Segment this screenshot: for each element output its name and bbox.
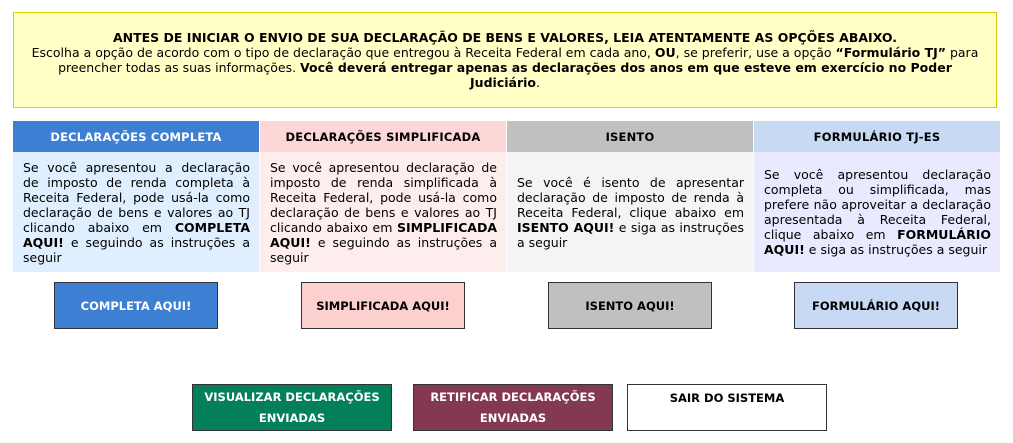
notice-warning: Você deverá entregar apenas as declarações dos anos em que esteve em exercício no Poder Judiciário bbox=[300, 60, 952, 90]
notice-text-2: , se preferir, use a opção bbox=[675, 45, 836, 60]
notice-formulario-tj: “Formulário TJ” bbox=[835, 45, 946, 60]
option-isento-description bbox=[507, 152, 753, 272]
simplificada-aqui-button[interactable]: SIMPLIFICADA AQUI! bbox=[301, 282, 465, 329]
rectify-declarations-button[interactable]: RETIFICAR DECLARAÇÕES ENVIADAS bbox=[413, 384, 613, 431]
option-simplificada-description bbox=[260, 152, 506, 272]
option-isento-title: ISENTO bbox=[507, 121, 753, 152]
option-formulario-text-end: e siga as instruções a seguir bbox=[804, 242, 988, 257]
notice-box bbox=[13, 12, 997, 108]
notice-text-end: . bbox=[535, 75, 540, 90]
completa-aqui-button[interactable]: COMPLETA AQUI! bbox=[54, 282, 218, 329]
notice-heading: ANTES DE INICIAR O ENVIO DE SUA DECLARAÇÃO DE BENS E VALORES, LEIA ATENTAMENTE AS OPÇÕES ABAIXO. bbox=[112, 30, 898, 45]
view-sent-declarations-button[interactable]: VISUALIZAR DECLARAÇÕES ENVIADAS bbox=[192, 384, 392, 431]
option-formulario-emphasis: FORMULÁRIO AQUI! bbox=[764, 227, 991, 257]
option-simplificada-text-end: e seguindo as instruções a seguir bbox=[270, 234, 497, 265]
option-completa bbox=[13, 121, 259, 272]
declaration-options bbox=[13, 121, 1000, 272]
exit-system-button[interactable]: SAIR DO SISTEMA bbox=[627, 384, 827, 431]
option-completa-text-end: e seguindo as instruções a seguir bbox=[23, 234, 250, 265]
option-simplificada-title: DECLARAÇÕES SIMPLIFICADA bbox=[260, 121, 506, 152]
option-completa-text: Se você apresentou a declaração de imposto de renda completa à Receita Federal, pode usá-la como declaração de bens e valores ao TJ clicando abaixo em bbox=[23, 159, 250, 235]
option-formulario-text: Se você apresentou declaração completa ou simplificada, mas prefere não aproveitar a declaração apresentada à Receita Federal, clique abaixo em bbox=[764, 167, 991, 242]
notice-text-3: para preencher todas as suas informações. bbox=[58, 45, 979, 75]
option-simplificada-emphasis: SIMPLIFICADA AQUI! bbox=[270, 219, 497, 250]
option-formulario-description bbox=[754, 152, 1000, 272]
option-isento bbox=[506, 121, 753, 272]
option-formulario bbox=[753, 121, 1000, 272]
notice-text-1: Escolha a opção de acordo com o tipo de declaração que entregou à Receita Federal em cada ano, bbox=[31, 45, 655, 60]
option-completa-description bbox=[13, 152, 259, 272]
isento-aqui-button[interactable]: ISENTO AQUI! bbox=[548, 282, 712, 329]
notice-text bbox=[22, 45, 988, 90]
option-completa-emphasis: COMPLETA AQUI! bbox=[23, 219, 250, 250]
option-simplificada bbox=[259, 121, 506, 272]
option-completa-title: DECLARAÇÕES COMPLETA bbox=[13, 121, 259, 152]
notice-ou: OU bbox=[654, 45, 676, 60]
option-isento-emphasis: ISENTO AQUI! bbox=[517, 219, 615, 235]
option-isento-text: Se você é isento de apresentar declaração de imposto de renda à Receita Federal, clique abaixo em bbox=[517, 174, 744, 220]
option-formulario-title: FORMULÁRIO TJ-ES bbox=[754, 121, 1000, 152]
formulario-aqui-button[interactable]: FORMULÁRIO AQUI! bbox=[794, 282, 958, 329]
option-simplificada-text: Se você apresentou declaração de imposto de renda simplificada à Receita Federal, pode usá-la como declaração de bens e valores ao TJ clicando abaixo em bbox=[270, 159, 497, 235]
option-isento-text-end: e siga as instruções a seguir bbox=[517, 219, 744, 250]
